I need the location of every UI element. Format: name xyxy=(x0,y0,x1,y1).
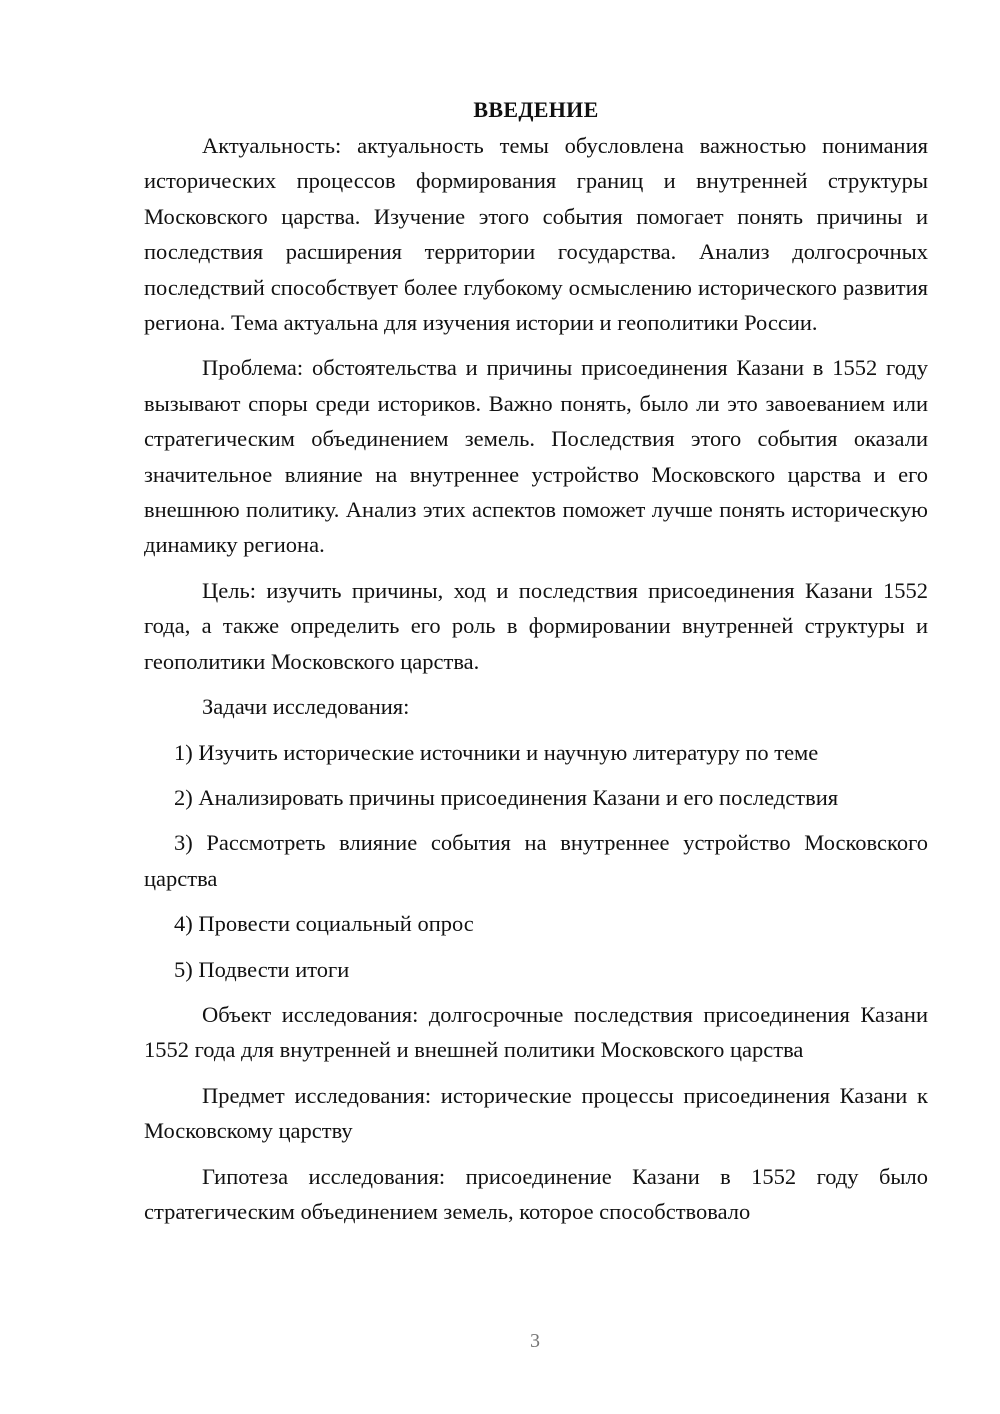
task-item-4: 4) Провести социальный опрос xyxy=(174,911,474,937)
task-item-3: 3) Рассмотреть влияние события на внутреннее устройство Московского царства xyxy=(144,830,928,891)
hypothesis-paragraph: Гипотеза исследования: присоединение Казани в 1552 году было стратегическим объединением земель, которое способствовало xyxy=(144,1163,928,1224)
task-item-1: 1) Изучить исторические источники и научную литературу по теме xyxy=(174,739,819,765)
object-paragraph: Объект исследования: долгосрочные последствия присоединения Казани 1552 года для внутренней и внешней политики Московского царства xyxy=(144,1001,928,1063)
problem-paragraph: Проблема: обстоятельства и причины присоединения Казани в 1552 году вызывают споры среди историков. Важно понять, было ли это завоеванием или стратегическим объединением земель. Последствия этого события оказали значительное влияние на внутреннее устройство Московского царства и его внешнюю политику. Анализ этих аспектов поможет лучше понять историческую динамику региона. xyxy=(144,355,928,558)
tasks-title: Задачи исследования: xyxy=(202,694,410,720)
document-page xyxy=(144,92,928,1239)
relevance-paragraph: Актуальность: актуальность темы обусловлена важностью понимания исторических процессов формирования границ и внутренней структуры Московского царства. Изучение этого события помогает понять причины и последствия расширения территории государства. Анализ долгосрочных последствий способствует более глубокому осмыслению исторического развития региона. Тема актуальна для изучения истории и геополитики России. xyxy=(144,133,928,336)
section-heading: ВВЕДЕНИЕ xyxy=(473,97,599,122)
page-number: 3 xyxy=(530,1330,540,1352)
goal-paragraph: Цель: изучить причины, ход и последствия присоединения Казани 1552 года, а также определить его роль в формировании внутренней структуры и геополитики Московского царства. xyxy=(144,577,928,674)
task-item-2: 2) Анализировать причины присоединения Казани и его последствия xyxy=(174,784,839,810)
task-item-5: 5) Подвести итоги xyxy=(174,956,350,982)
subject-paragraph: Предмет исследования: исторические процессы присоединения Казани к Московскому царству xyxy=(144,1082,928,1144)
